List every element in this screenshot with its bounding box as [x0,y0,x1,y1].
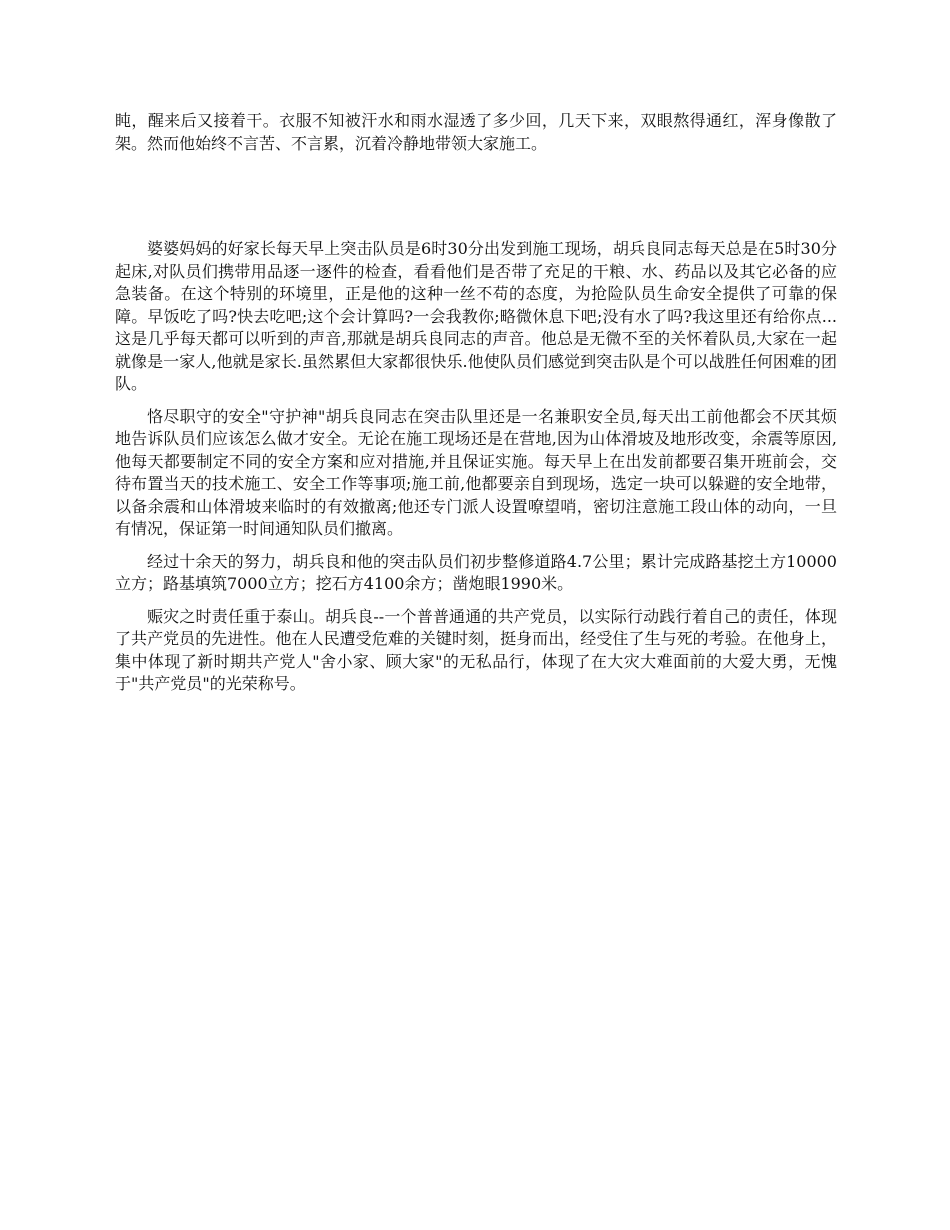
paragraph-results: 经过十余天的努力，胡兵良和他的突击队员们初步整修道路4.7公里；累计完成路基挖土方10000立方；路基填筑7000立方；挖石方4100余方；凿炮眼1990米。 [115,551,837,593]
paragraph-safety-guardian: 恪尽职守的安全"守护神"胡兵良同志在突击队里还是一名兼职安全员,每天出工前他都会不厌其烦地告诉队员们应该怎么做才安全。无论在施工现场还是在营地,因为山体滑坡及地形改变，余震等原因,他每天都要制定不同的安全方案和应对措施,并且保证实施。每天早上在出发前都要召集开班前会，交待布置当天的技术施工、安全工作等事项;施工前,他都要亲自到现场，选定一块可以躲避的安全地带，以备余震和山体滑坡来临时的有效撤离;他还专门派人设置嘹望哨，密切注意施工段山体的动向，一旦有情况，保证第一时间通知队员们撤离。 [115,406,837,538]
paragraph-gap [115,596,837,606]
document-body [115,110,837,696]
section-gap [115,155,837,238]
paragraph-conclusion: 赈灾之时责任重于泰山。胡兵良--一个普普通通的共产党员，以实际行动践行着自己的责任，体现了共产党员的先进性。他在人民遭受危难的关键时刻，挺身而出，经受住了生与死的考验。在他身上，集中体现了新时期共产党人"舍小家、顾大家"的无私品行，体现了在大灾大难面前的大爱大勇，无愧于"共产党员"的光荣称号。 [115,606,837,693]
paragraph-caring-leader: 婆婆妈妈的好家长每天早上突击队员是6时30分出发到施工现场，胡兵良同志每天总是在5时30分起床,对队员们携带用品逐一逐件的检查，看看他们是否带了充足的干粮、水、药品以及其它必备的应急装备。在这个特别的环境里，正是他的这种一丝不苟的态度，为抢险队员生命安全提供了可靠的保障。早饭吃了吗?快去吃吧;这个会计算吗?一会我教你;略微休息下吧;没有水了吗?我这里还有给你点...这是几乎每天都可以听到的声音,那就是胡兵良同志的声音。他总是无微不至的关怀着队员,大家在一起就像是一家人,他就是家长.虽然累但大家都很快乐.他使队员们感觉到突击队是个可以战胜任何困难的团队。 [115,239,837,393]
paragraph-gap [115,396,837,406]
paragraph-continuation: 盹，醒来后又接着干。衣服不知被汗水和雨水湿透了多少回，几天下来，双眼熬得通红，浑身像散了架。然而他始终不言苦、不言累，沉着冷静地带领大家施工。 [115,111,837,153]
paragraph-gap [115,541,837,551]
